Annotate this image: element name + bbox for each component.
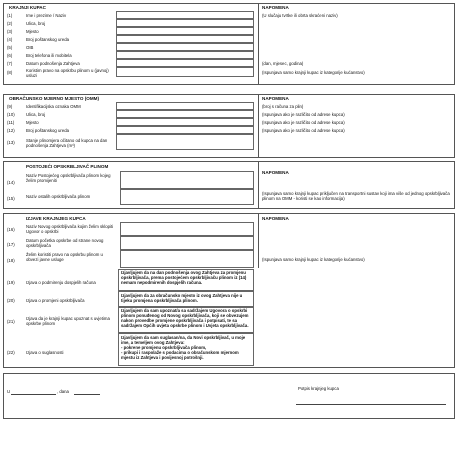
row-note: (Ispunjava ako je različito od adrese kupca) bbox=[262, 112, 345, 117]
row-label: OIB bbox=[26, 45, 34, 50]
row-label: Izjava o suglasnosti bbox=[26, 350, 64, 355]
row-label: Izjava o promjeni opskrbljivača bbox=[26, 298, 85, 303]
row-number: (11) bbox=[7, 120, 15, 125]
section-title: OBRAČUNSKO MJERNO MJESTO (OMM) bbox=[9, 96, 100, 101]
row-label: Datum početka opskrbe od strane novog opskrbljivača bbox=[26, 238, 104, 248]
row-label: Broj poštanskog ureda bbox=[26, 128, 69, 133]
row-note: (Ispunjava ako je različito od adrese kupca) bbox=[262, 120, 345, 125]
signature-label: Potpis krajnjeg kupca bbox=[298, 386, 339, 391]
row-number: (19) bbox=[7, 280, 15, 285]
row-number: (20) bbox=[7, 298, 15, 303]
statement-text: Izjavljujem da sam suglasan/na, da Novi opskrbljivač, u moje ime, a temeljem ovog Zahtjeva: - pokrene promjenu opskrbljivača plinom, - prikupi i raspolaže s podacima o obračunskom mjernom mjestu iz Zahtjeva i povijesnoj potrošnji. bbox=[121, 335, 246, 360]
row-number: (2) bbox=[7, 21, 13, 26]
row-label: Naziv Novog opskrbljivača kojim želim sklopiti Ugovor o opskrbi bbox=[26, 224, 114, 234]
row-label: Izjava da je krajnji kupac upoznat s uvjetima opskrbe plinom bbox=[26, 316, 110, 326]
date-line[interactable] bbox=[74, 394, 100, 395]
row-label: Broj telefona ili mobitela bbox=[26, 53, 72, 58]
row-note: (Ispunjava samo krajnji kupac priključen na transportni sustav koji ima više od jednog opskrbljivača plinom na OMM - koristi se kao informacija) bbox=[262, 191, 450, 201]
row-label: Datum podnošenja Zahtjeva bbox=[26, 61, 80, 66]
row-number: (7) bbox=[7, 61, 13, 66]
row-number: (14) bbox=[7, 180, 15, 185]
postal-code-field[interactable] bbox=[116, 35, 254, 43]
row-note: (dan, mjesec, godina) bbox=[262, 61, 304, 66]
row-note: (Ispunjava samo krajnji kupac iz kategorije kućanstvo) bbox=[262, 70, 365, 75]
note-title: NAPOMENA bbox=[262, 96, 289, 101]
row-note: (broj s računa za plin) bbox=[262, 104, 304, 109]
new-supplier-field[interactable] bbox=[120, 222, 254, 236]
row-number: (13) bbox=[7, 140, 15, 145]
section-divider bbox=[258, 94, 259, 158]
name-field[interactable] bbox=[116, 11, 254, 19]
row-label: Ime i prezime / Naziv bbox=[26, 13, 67, 18]
row-number: (21) bbox=[7, 319, 15, 324]
omm-street-field[interactable] bbox=[116, 110, 254, 118]
row-number: (4) bbox=[7, 37, 13, 42]
row-label: Naziv Postojećeg opskrbljivača plinom kojeg želim promijeniti bbox=[26, 173, 111, 183]
row-label: Mjesto bbox=[26, 120, 39, 125]
date-label: , dana bbox=[57, 389, 69, 394]
row-number: (1) bbox=[7, 13, 13, 18]
note-title: NAPOMENA bbox=[262, 170, 289, 175]
public-service-field[interactable] bbox=[116, 67, 254, 77]
section-title: KRAJNJI KUPAC bbox=[9, 5, 46, 10]
footer-section bbox=[3, 373, 455, 419]
row-label: Stanje plinomjera očitano od kupca na dan podnošenja Zahtjeva (m³) bbox=[26, 138, 108, 148]
note-title: NAPOMENA bbox=[262, 5, 289, 10]
place-line[interactable] bbox=[11, 394, 56, 395]
row-note: (Ispunjava ako je različito od adrese kupca) bbox=[262, 128, 345, 133]
current-supplier-field[interactable] bbox=[120, 171, 254, 189]
oib-field[interactable] bbox=[116, 43, 254, 51]
row-number: (16) bbox=[7, 227, 15, 232]
section-divider bbox=[258, 213, 259, 268]
date-field[interactable] bbox=[116, 59, 254, 67]
row-number: (17) bbox=[7, 242, 15, 247]
row-label: Ulica, broj bbox=[26, 21, 46, 26]
row-number: (9) bbox=[7, 104, 13, 109]
supply-start-date-field[interactable] bbox=[120, 236, 254, 250]
other-suppliers-field[interactable] bbox=[120, 189, 254, 205]
phone-field[interactable] bbox=[116, 51, 254, 59]
row-label: Broj poštanskog ureda bbox=[26, 37, 69, 42]
row-note: (U slučaju tvrtke ili obrta skraćeni naziv) bbox=[262, 13, 338, 18]
row-label: Koristim pravo na opskrbu plinom u (javnoj) usluzi bbox=[26, 68, 109, 78]
omm-city-field[interactable] bbox=[116, 118, 254, 126]
row-label: Identifikacijska oznaka OMM bbox=[26, 104, 81, 109]
row-label: Mjesto bbox=[26, 29, 39, 34]
omm-postal-field[interactable] bbox=[116, 126, 254, 134]
row-number: (15) bbox=[7, 196, 15, 201]
row-number: (12) bbox=[7, 128, 15, 133]
row-number: (18) bbox=[7, 258, 15, 263]
row-number: (6) bbox=[7, 53, 13, 58]
statement-text: Izjavljujem da na dan podnošenja ovog Zahtjeva za promjenu opskrbljivača, prema postojećem opskrbljivaču plinom iz (14) nemam nepodmirenih dospjelih računa. bbox=[121, 270, 247, 285]
public-service-option-field[interactable] bbox=[120, 250, 254, 268]
meter-reading-field[interactable] bbox=[116, 134, 254, 150]
row-number: (5) bbox=[7, 45, 13, 50]
city-field[interactable] bbox=[116, 27, 254, 35]
signature-line[interactable] bbox=[296, 404, 446, 405]
statement-text: Izjavljujem da za obračunsko mjesto iz ovog Zahtjeva nije u tijeku promjena opskrbljivača plinom. bbox=[121, 293, 243, 303]
row-number: (8) bbox=[7, 70, 13, 75]
statement-text: Izjavljujem da sam upoznat/a sa sadržajem Ugovora o opskrbi plinom ponuđenog od Novog opskrbljivača, koji se obvezujem nakon provedbe promjene opskrbljivača i potpisati, te sa sadržajem Općih uvjeta opskrbe plinom i Uvjeta opskrbljivača. bbox=[121, 308, 249, 328]
row-label: Želim koristiti pravo na opskrbu plinom u obvezi javne usluge bbox=[26, 252, 103, 262]
note-title: NAPOMENA bbox=[262, 216, 289, 221]
row-label: Naziv ostalih opskrbljivača plinom bbox=[26, 194, 91, 199]
section-title: IZJAVE KRAJNJEG KUPCA bbox=[26, 216, 86, 221]
row-number: (3) bbox=[7, 29, 13, 34]
row-note: (Ispunjava samo krajnji kupac iz kategorije kućanstvo) bbox=[262, 257, 365, 262]
row-label: Izjava o podmirenju dospjelih računa bbox=[26, 280, 96, 285]
section-divider bbox=[258, 3, 259, 85]
street-field[interactable] bbox=[116, 19, 254, 27]
row-number: (10) bbox=[7, 112, 15, 117]
row-number: (22) bbox=[7, 350, 15, 355]
place-prefix: U bbox=[7, 389, 11, 394]
omm-id-field[interactable] bbox=[116, 102, 254, 110]
section-divider bbox=[258, 161, 259, 209]
section-title: POSTOJEĆI OPSKRBLJIVAČ PLINOM bbox=[26, 164, 109, 169]
row-label: Ulica, broj bbox=[26, 112, 46, 117]
